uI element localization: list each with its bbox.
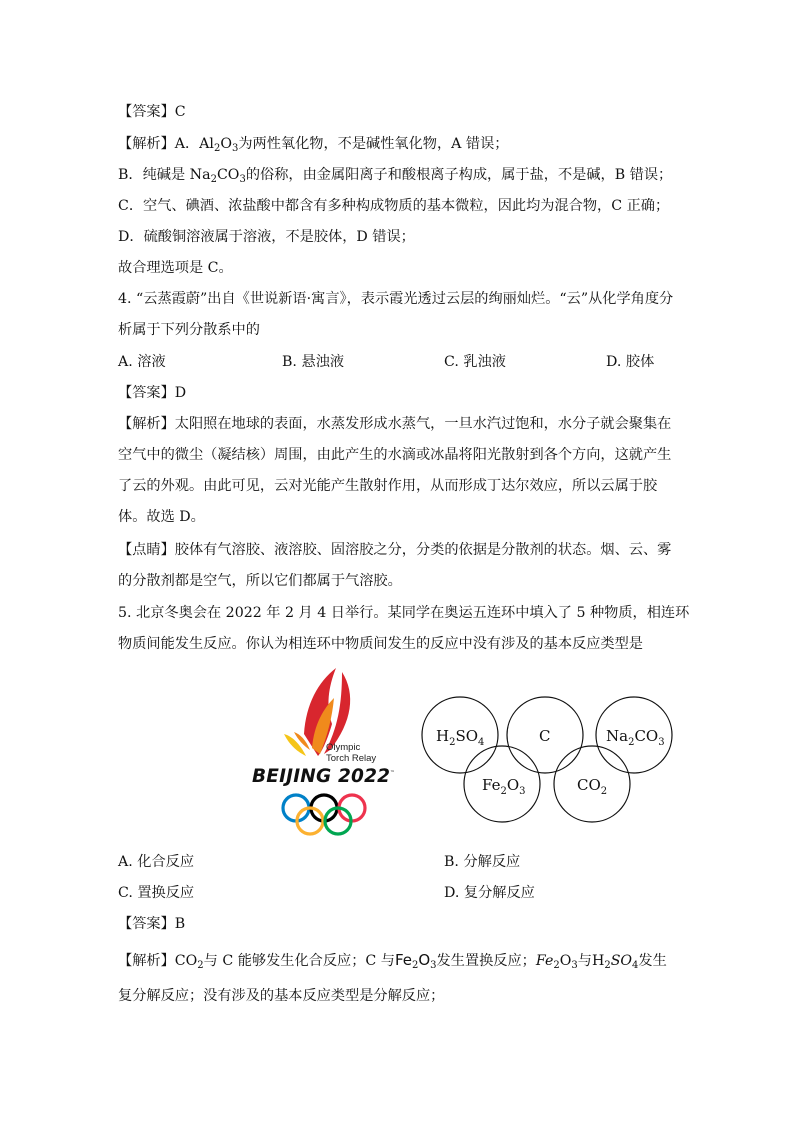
q4-stem-line1: 4. “云蒸霞蔚”出自《世说新语·寓言》，表示霞光透过云层的绚丽灿烂。“云”从化学角度分	[118, 291, 674, 307]
q5-option-a: A. 化合反应	[118, 854, 195, 870]
q3-analysis-b: B．纯碱是 $Na_2CO_3$的俗称，由金属阳离子和酸根离子构成，属于盐，不是碱，B 错误；	[118, 167, 673, 185]
q5-option-b: B. 分解反应	[444, 854, 521, 870]
q5-analysis-line1: 【解析】$CO_2$与 C 能够发生化合反应；C 与$Fe_2O_3$发生置换反应；$Fe_2O_3$与$H_2SO_4$发生	[118, 951, 667, 971]
ring-label-na2co3: $Na_2CO_3$	[606, 727, 665, 748]
q4-stem-line2: 析属于下列分散系中的	[118, 322, 260, 338]
q4-analysis-line2: 空气中的微尘（凝结核）周围，由此产生的水滴或冰晶将阳光散射到各个方向，这就产生	[118, 447, 672, 463]
q3-conclusion: 故合理选项是 C。	[118, 260, 233, 276]
q5-stem-line2: 物质间能发生反应。你认为相连环中物质间发生的反应中没有涉及的基本反应类型是	[118, 636, 643, 652]
q4-option-b: B. 悬浊液	[282, 354, 345, 370]
q4-option-d: D. 胶体	[606, 354, 655, 370]
q4-analysis-line3: 了云的外观。由此可见，云对光能产生散射作用，从而形成丁达尔效应，所以云属于胶	[118, 478, 658, 494]
logo-wordmark-text: BEIJING 2022	[252, 766, 390, 787]
logo-torch-relay-text: Torch Relay	[326, 753, 377, 764]
five-rings-substance-diagram	[420, 694, 680, 830]
q3-analysis-d: D．硫酸铜溶液属于溶液，不是胶体，D 错误；	[118, 229, 415, 245]
q3-analysis-a: 【解析】A．$Al_2O_3$为两性氧化物，不是碱性氧化物，A 错误；	[118, 136, 509, 154]
ring-label-co2: $CO_2$	[577, 776, 608, 797]
q5-stem-line1: 5. 北京冬奥会在 2022 年 2 月 4 日举行。某同学在奥运五连环中填入了 5 种物质，相连环	[118, 605, 690, 621]
q4-analysis-line1: 【解析】太阳照在地球的表面，水蒸发形成水蒸气，一旦水汽过饱和，水分子就会聚集在	[118, 416, 672, 432]
logo-trademark-text: ™	[390, 770, 395, 776]
ring-label-c: C	[539, 727, 551, 745]
q4-option-a: A. 溶液	[118, 354, 166, 370]
q4-note-line1: 【点睛】胶体有气溶胶、液溶胶、固溶胶之分，分类的依据是分散剂的状态。烟、云、雾	[118, 542, 672, 558]
beijing-2022-torch-relay-logo	[248, 664, 400, 838]
ring-label-h2so4: $H_2SO_4$	[436, 727, 485, 748]
ring-label-fe2o3: $Fe_2O_3$	[482, 776, 526, 797]
q4-analysis-line4: 体。故选 D。	[118, 509, 205, 525]
q5-answer: 【答案】B	[118, 916, 186, 932]
ring-fe2o3	[464, 746, 540, 822]
q4-note-line2: 的分散剂都是空气，所以它们都属于气溶胶。	[118, 573, 402, 589]
q5-option-d: D. 复分解反应	[444, 885, 535, 901]
logo-olympic-text: Olympic	[326, 742, 361, 753]
q4-answer: 【答案】D	[118, 385, 187, 401]
q3-answer: 【答案】C	[118, 104, 186, 120]
q5-option-c: C. 置换反应	[118, 885, 195, 901]
q4-option-c: C. 乳浊液	[444, 354, 506, 370]
olympic-rings-icon	[283, 795, 365, 834]
q3-analysis-c: C．空气、碘酒、浓盐酸中都含有多种构成物质的基本微粒，因此均为混合物，C 正确；	[118, 198, 670, 214]
q5-analysis-line2: 复分解反应；没有涉及的基本反应类型是分解反应；	[118, 988, 445, 1004]
